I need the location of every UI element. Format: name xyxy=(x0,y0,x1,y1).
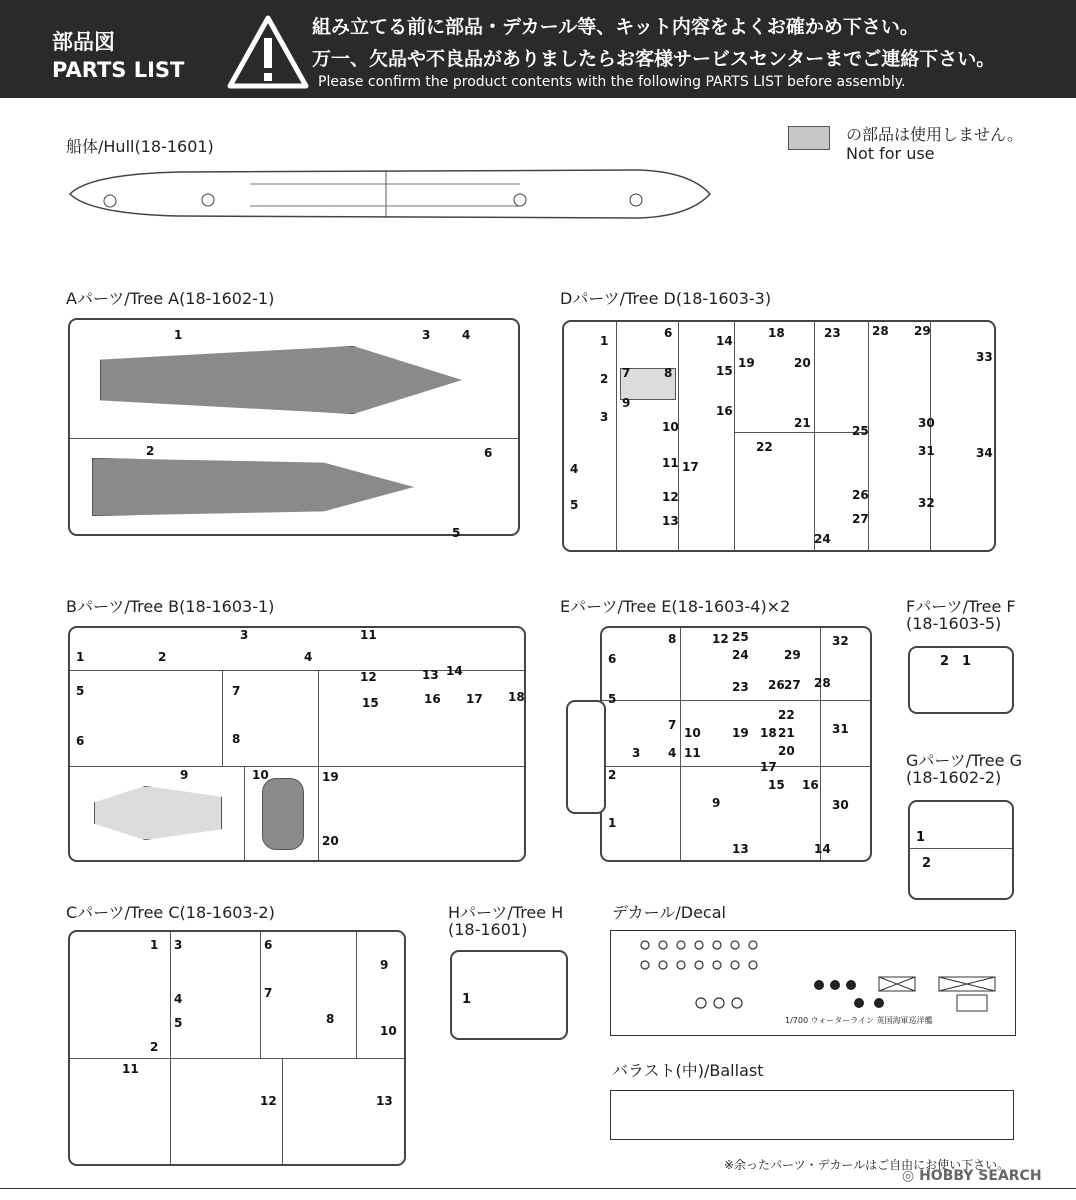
part-e14-number: 14 xyxy=(814,842,831,856)
part-e1-number: 1 xyxy=(608,816,617,830)
part-d33-number: 33 xyxy=(976,350,993,364)
tree-d-sprue xyxy=(562,320,996,552)
part-b16-number: 16 xyxy=(424,692,441,706)
tree-c-label: Cパーツ/Tree C(18-1603-2) xyxy=(66,903,275,922)
tree-d-label: Dパーツ/Tree D(18-1603-3) xyxy=(560,289,772,308)
part-g2-number: 2 xyxy=(922,856,932,871)
part-e20-number: 20 xyxy=(778,744,795,758)
part-h1-number: 1 xyxy=(462,992,472,1007)
tree-g-label-2: (18-1602-2) xyxy=(906,768,1002,787)
part-b13-number: 13 xyxy=(422,668,439,682)
part-d26-number: 26 xyxy=(852,488,869,502)
part-e4-number: 4 xyxy=(668,746,677,760)
legend-jp: の部品は使用しません。 xyxy=(846,125,1023,144)
part-d17-number: 17 xyxy=(682,460,699,474)
part-e24-number: 24 xyxy=(732,648,749,662)
part-d2-number: 2 xyxy=(600,372,609,386)
part-b2-number: 2 xyxy=(158,650,167,664)
part-d23-number: 23 xyxy=(824,326,841,340)
part-e26-number: 26 xyxy=(768,678,785,692)
ballast-label: バラスト(中)/Ballast xyxy=(612,1061,764,1080)
part-e9-number: 9 xyxy=(712,796,721,810)
part-d25-number: 25 xyxy=(852,424,869,438)
tree-f-label-1: Fパーツ/Tree F xyxy=(906,597,1016,616)
part-a1-number: 1 xyxy=(174,328,183,342)
decal-label: デカール/Decal xyxy=(612,903,726,922)
decal-sheet xyxy=(610,930,1016,1036)
part-d28-number: 28 xyxy=(872,324,889,338)
part-e25-number: 25 xyxy=(732,630,749,644)
part-d27-number: 27 xyxy=(852,512,869,526)
tree-b-sprue xyxy=(68,626,526,862)
tree-h-sprue xyxy=(450,950,568,1040)
legend-en: Not for use xyxy=(846,144,935,163)
part-d11-number: 11 xyxy=(662,456,679,470)
part-a5-number: 5 xyxy=(452,526,461,540)
ballast-outline xyxy=(610,1090,1014,1140)
part-b14-number: 14 xyxy=(446,664,463,678)
part-c11-number: 11 xyxy=(122,1062,139,1076)
part-b19-number: 19 xyxy=(322,770,339,784)
part-d21-number: 21 xyxy=(794,416,811,430)
tree-e-sprue xyxy=(600,626,872,862)
part-e23-number: 23 xyxy=(732,680,749,694)
footer-note: ※余ったパーツ・デカールはご自由にお使い下さい。 xyxy=(724,1158,1010,1172)
part-e27-number: 27 xyxy=(784,678,801,692)
part-d34-number: 34 xyxy=(976,446,993,460)
part-c2-number: 2 xyxy=(150,1040,159,1054)
title-en: PARTS LIST xyxy=(52,58,185,82)
tree-e-side-gate xyxy=(566,700,606,814)
header-notice-line2: 万一、欠品や不良品がありましたらお客様サービスセンターまでご連絡下さい。 xyxy=(312,48,996,70)
part-e18-number: 18 xyxy=(760,726,777,740)
part-b12-number: 12 xyxy=(360,670,377,684)
not-for-use-swatch xyxy=(788,126,830,150)
part-d29-number: 29 xyxy=(914,324,931,338)
warning-icon xyxy=(226,14,310,90)
part-d5-number: 5 xyxy=(570,498,579,512)
part-e12-number: 12 xyxy=(712,632,729,646)
part-d16-number: 16 xyxy=(716,404,733,418)
part-a6-number: 6 xyxy=(484,446,493,460)
part-e19-number: 19 xyxy=(732,726,749,740)
tree-a-sprue xyxy=(68,318,520,540)
part-a2-number: 2 xyxy=(146,444,155,458)
part-e10-number: 10 xyxy=(684,726,701,740)
part-e15-number: 15 xyxy=(768,778,785,792)
decal-caption: 1/700 ウォーターライン 英国海軍巡洋艦 xyxy=(785,1016,933,1025)
part-b9-bridge xyxy=(94,786,222,840)
title-jp: 部品図 xyxy=(52,30,115,54)
part-f2-number: 2 xyxy=(940,654,950,669)
tree-a-label: Aパーツ/Tree A(18-1602-1) xyxy=(66,289,275,308)
part-b17-number: 17 xyxy=(466,692,483,706)
tree-b-label: Bパーツ/Tree B(18-1603-1) xyxy=(66,597,275,616)
part-d20-number: 20 xyxy=(794,356,811,370)
part-e31-number: 31 xyxy=(832,722,849,736)
part-e2-number: 2 xyxy=(608,768,617,782)
hull-label: 船体/Hull(18-1601) xyxy=(66,137,214,156)
part-c6-number: 6 xyxy=(264,938,273,952)
part-b8-number: 8 xyxy=(232,732,241,746)
part-c10-number: 10 xyxy=(380,1024,397,1038)
part-e32-number: 32 xyxy=(832,634,849,648)
parts-list-title xyxy=(52,28,184,84)
part-c1-number: 1 xyxy=(150,938,159,952)
part-f1-number: 1 xyxy=(962,654,972,669)
header-notice-english: Please confirm the product contents with the following PARTS LIST before assembly. xyxy=(318,74,906,90)
part-g1-number: 1 xyxy=(916,830,926,845)
part-b10-number: 10 xyxy=(252,768,269,782)
tree-f-label-2: (18-1603-5) xyxy=(906,614,1002,633)
part-d18-number: 18 xyxy=(768,326,785,340)
part-d30-number: 30 xyxy=(918,416,935,430)
tree-h-label-2: (18-1601) xyxy=(448,920,528,939)
bottom-rule xyxy=(0,1188,1076,1189)
part-d7-number: 7 xyxy=(622,366,631,380)
part-e30-number: 30 xyxy=(832,798,849,812)
part-d14-number: 14 xyxy=(716,334,733,348)
part-e5-number: 5 xyxy=(608,692,617,706)
part-d19-number: 19 xyxy=(738,356,755,370)
part-e29-number: 29 xyxy=(784,648,801,662)
part-e13-number: 13 xyxy=(732,842,749,856)
tree-h-label-1: Hパーツ/Tree H xyxy=(448,903,564,922)
part-d1-number: 1 xyxy=(600,334,609,348)
part-b4-number: 4 xyxy=(304,650,313,664)
part-d10-number: 10 xyxy=(662,420,679,434)
part-e6-number: 6 xyxy=(608,652,617,666)
tree-f-sprue xyxy=(908,646,1014,714)
part-d15-number: 15 xyxy=(716,364,733,378)
tree-c-sprue xyxy=(68,930,406,1166)
part-c5-number: 5 xyxy=(174,1016,183,1030)
part-b5-number: 5 xyxy=(76,684,85,698)
part-b20-number: 20 xyxy=(322,834,339,848)
part-e11-number: 11 xyxy=(684,746,701,760)
part-d13-number: 13 xyxy=(662,514,679,528)
part-c3-number: 3 xyxy=(174,938,183,952)
part-c4-number: 4 xyxy=(174,992,183,1006)
part-b9-number: 9 xyxy=(180,768,189,782)
part-e16-number: 16 xyxy=(802,778,819,792)
part-d9-number: 9 xyxy=(622,396,631,410)
tree-g-sprue xyxy=(908,800,1014,900)
part-e7-number: 7 xyxy=(668,718,677,732)
part-e3-number: 3 xyxy=(632,746,641,760)
part-d6-number: 6 xyxy=(664,326,673,340)
part-e28-number: 28 xyxy=(814,676,831,690)
watermark: ◎ HOBBY SEARCH xyxy=(902,1168,1042,1184)
part-a1-deck xyxy=(100,346,462,414)
part-b3-number: 3 xyxy=(240,628,249,642)
watermark-text: HOBBY SEARCH xyxy=(919,1168,1042,1184)
part-b18-number: 18 xyxy=(508,690,525,704)
part-c9-number: 9 xyxy=(380,958,389,972)
page-header xyxy=(0,0,1076,98)
header-notice-line1: 組み立てる前に部品・デカール等、キット内容をよくお確かめ下さい。 xyxy=(312,16,919,38)
part-b6-number: 6 xyxy=(76,734,85,748)
part-e21-number: 21 xyxy=(778,726,795,740)
part-c8-number: 8 xyxy=(326,1012,335,1026)
part-d4-number: 4 xyxy=(570,462,579,476)
tree-e-label: Eパーツ/Tree E(18-1603-4)×2 xyxy=(560,597,791,616)
part-d31-number: 31 xyxy=(918,444,935,458)
part-d22-number: 22 xyxy=(756,440,773,454)
part-c7-number: 7 xyxy=(264,986,273,1000)
part-c12-number: 12 xyxy=(260,1094,277,1108)
part-b7-number: 7 xyxy=(232,684,241,698)
part-b15-number: 15 xyxy=(362,696,379,710)
part-b11-number: 11 xyxy=(360,628,377,642)
part-a3-number: 3 xyxy=(422,328,431,342)
tree-g-label-1: Gパーツ/Tree G xyxy=(906,751,1022,770)
part-a2-deck xyxy=(92,458,414,516)
part-e17-number: 17 xyxy=(760,760,777,774)
part-d24-number: 24 xyxy=(814,532,831,546)
part-b10-turret xyxy=(262,778,304,850)
part-d32-number: 32 xyxy=(918,496,935,510)
part-d8-number: 8 xyxy=(664,366,673,380)
part-c13-number: 13 xyxy=(376,1094,393,1108)
part-e22-number: 22 xyxy=(778,708,795,722)
part-a4-number: 4 xyxy=(462,328,471,342)
part-e8-number: 8 xyxy=(668,632,677,646)
part-d12-number: 12 xyxy=(662,490,679,504)
part-d3-number: 3 xyxy=(600,410,609,424)
part-b1-number: 1 xyxy=(76,650,85,664)
